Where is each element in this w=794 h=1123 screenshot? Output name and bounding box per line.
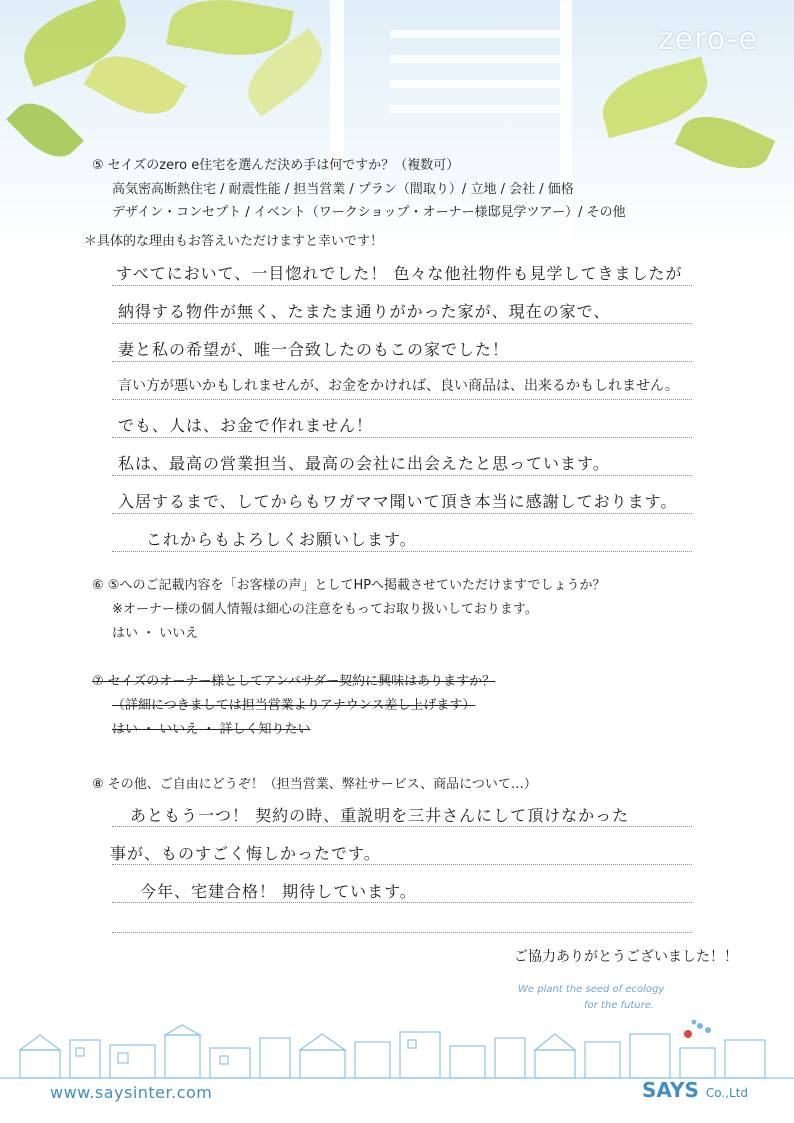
brand-logo: zero-e xyxy=(657,22,758,57)
q6-title: ⑥ ⑤へのご記載内容を「お客様の声」としてHPへ掲載させていただけますでしょうか？ xyxy=(92,578,606,593)
company-name: SAYS xyxy=(642,1078,699,1102)
q5-answer-line: これからもよろしくお願いします。 xyxy=(146,530,417,549)
slogan-line2: for the future. xyxy=(584,1000,655,1011)
slogan-line1: We plant the seed of ecology xyxy=(518,984,665,995)
q8-answer-line: 今年、宅建合格！ 期待しています。 xyxy=(140,882,417,901)
q8-answer-line: あともう一つ！ 契約の時、重説明を三井さんにして頂けなかった xyxy=(130,806,630,825)
footer-company-name xyxy=(642,1078,748,1102)
q6-options: はい ・ いいえ xyxy=(112,626,199,641)
q6-note: ※オーナー様の個人情報は細心の注意をもってお取り扱いしております。 xyxy=(112,602,538,617)
q7-options: はい ・ いいえ ・ 詳しく知りたい xyxy=(112,722,311,737)
q5-options-line2: デザイン・コンセプト / イベント（ワークショップ・オーナー様邸見学ツアー）/ その他 xyxy=(112,205,626,220)
q5-answer-line: でも、人は、お金で作れません！ xyxy=(118,416,374,435)
q5-title: ⑤ セイズのzero e住宅を選んだ決め手は何ですか？（複数可） xyxy=(92,158,460,173)
q7-note: （詳細につきましては担当営業よりアナウンス差し上げます） xyxy=(112,698,476,713)
q5-answer-line: 納得する物件が無く、たまたま通りがかった家が、現在の家で、 xyxy=(118,302,611,321)
q5-answer-line: 妻と私の希望が、唯一合致したのもこの家でした！ xyxy=(118,340,510,359)
q8-answer-line: 事が、ものすごく悔しかったです。 xyxy=(110,844,381,863)
q5-answer-line: 私は、最高の営業担当、最高の会社に出会えたと思っています。 xyxy=(118,454,610,473)
q5-answer-line: 言い方が悪いかもしれませんが、お金をかければ、良い商品は、出来るかもしれません。 xyxy=(118,378,679,394)
q5-answer-line: すべてにおいて、一目惚れでした！ 色々な他社物件も見学してきましたが xyxy=(116,264,683,283)
company-suffix: Co.,Ltd xyxy=(705,1086,748,1100)
q5-note: ＊具体的な理由もお答えいただけますと幸いです！ xyxy=(84,234,384,249)
q5-options-line1: 高気密高断熱住宅 / 耐震性能 / 担当営業 / プラン（間取り）/ 立地 / 会社 / 価格 xyxy=(112,182,574,197)
q8-title: ⑧ その他、ご自由にどうぞ！（担当営業、弊社サービス、商品について…） xyxy=(92,777,537,792)
q5-answer-line: 入居するまで、してからもワガママ聞いて頂き本当に感謝しております。 xyxy=(118,492,678,511)
q7-title: ⑦ セイズのオーナー様としてアンバサダー契約に興味はありますか？ xyxy=(92,674,496,689)
footer-website-url: www.saysinter.com xyxy=(50,1083,213,1102)
thanks-message: ご協力ありがとうございました！！ xyxy=(514,949,738,965)
house-skyline-illustration xyxy=(0,1020,794,1080)
